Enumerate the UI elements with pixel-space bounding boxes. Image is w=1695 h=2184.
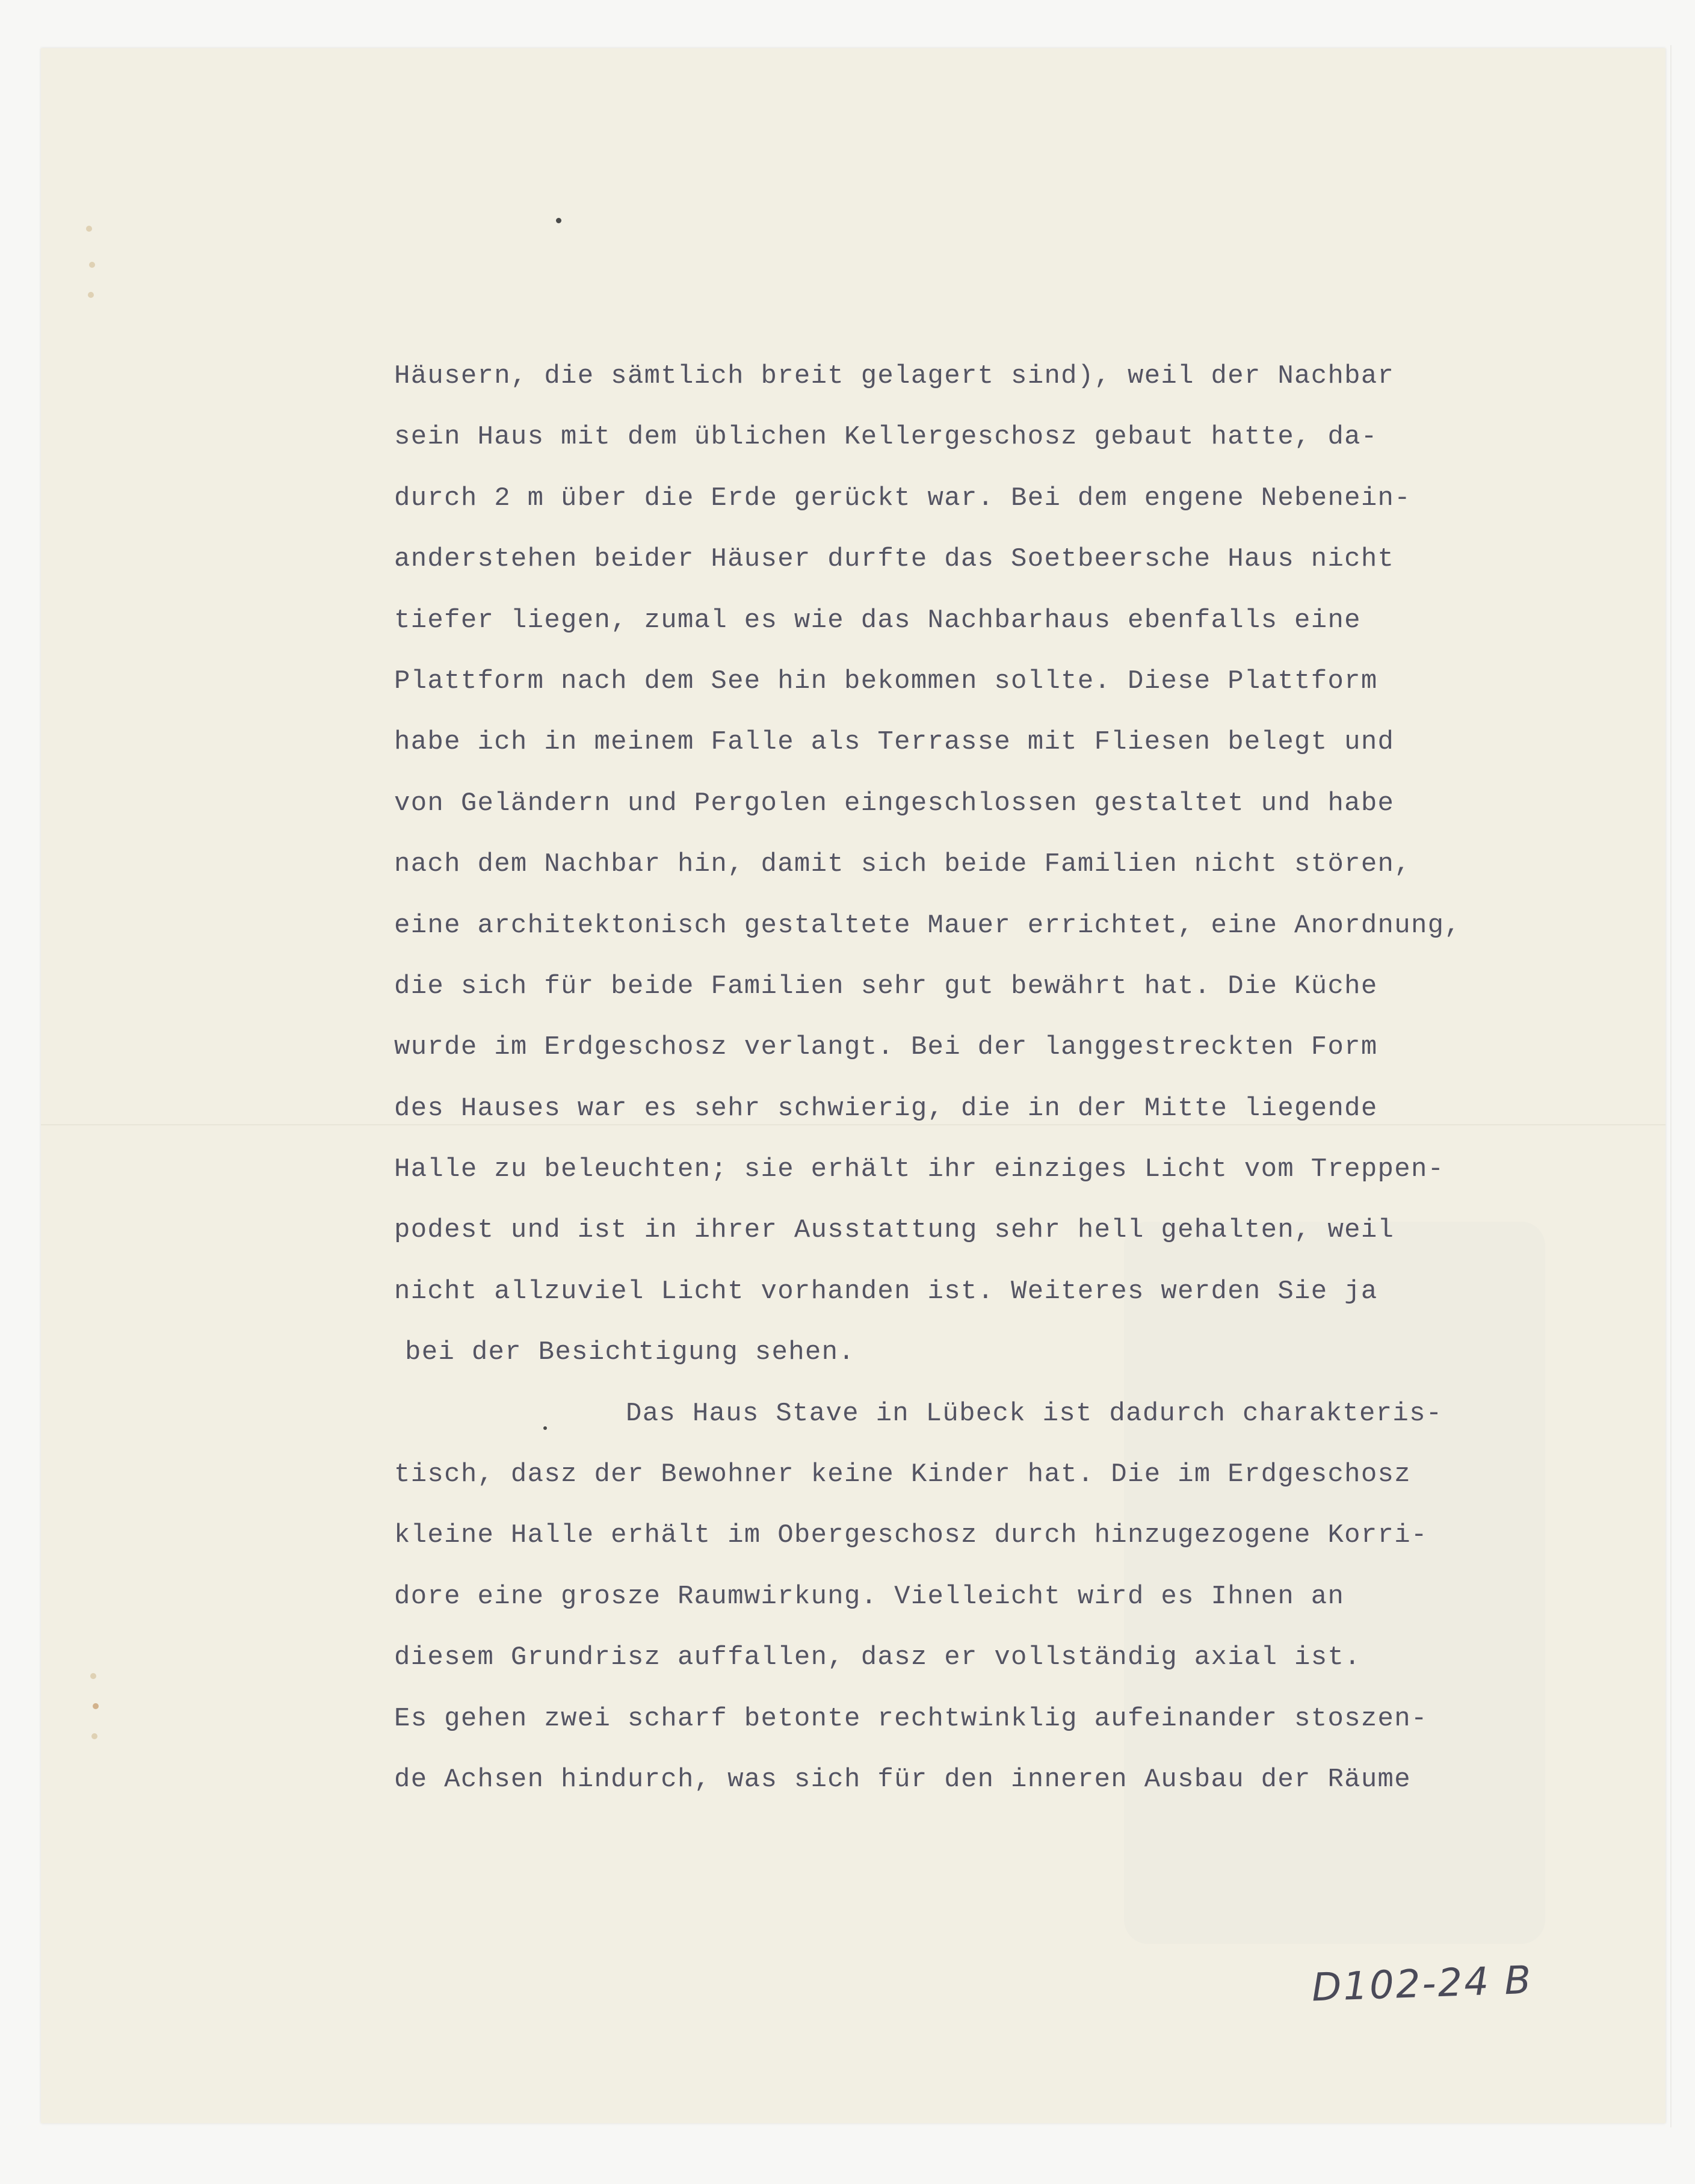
text-line: bei der Besichtigung sehen. <box>405 1337 856 1368</box>
text-line: des Hauses war es sehr schwierig, die in der Mitte liegende <box>394 1093 1378 1124</box>
paragraph-start-line: Das Haus Stave in Lübeck ist dadurch charakteris- <box>626 1398 1443 1429</box>
text-line: Häusern, die sämtlich breit gelagert sind), weil der Nachbar <box>394 361 1395 391</box>
margin-mark <box>90 1673 96 1679</box>
text-line: anderstehen beider Häuser durfte das Soetbeersche Haus nicht <box>394 544 1395 575</box>
text-line: tiefer liegen, zumal es wie das Nachbarhaus ebenfalls eine <box>394 605 1361 636</box>
margin-mark <box>89 262 95 268</box>
text-line: nach dem Nachbar hin, damit sich beide Familien nicht stören, <box>394 849 1411 880</box>
margin-mark <box>91 1733 97 1739</box>
text-line: von Geländern und Pergolen eingeschlossen gestaltet und habe <box>394 788 1395 818</box>
text-line: diesem Grundrisz auffallen, dasz er vollständig axial ist. <box>394 1642 1361 1673</box>
text-line: kleine Halle erhält im Obergeschosz durch hinzugezogene Korri- <box>394 1520 1428 1551</box>
text-line: Plattform nach dem See hin bekommen sollte. Diese Plattform <box>394 666 1378 696</box>
ink-speck <box>556 218 561 223</box>
margin-mark <box>86 226 92 232</box>
text-line: durch 2 m über die Erde gerückt war. Bei dem engene Nebenein- <box>394 483 1411 513</box>
document-body <box>394 346 1670 1810</box>
scan-edge <box>1670 45 1672 2127</box>
text-line: eine architektonisch gestaltete Mauer errichtet, eine Anordnung, <box>394 910 1462 941</box>
margin-mark <box>88 292 94 298</box>
text-line: tisch, dasz der Bewohner keine Kinder hat. Die im Erdgeschosz <box>394 1459 1411 1490</box>
margin-mark <box>93 1703 99 1709</box>
text-line: habe ich in meinem Falle als Terrasse mit Fliesen belegt und <box>394 727 1395 758</box>
text-line: dore eine grosze Raumwirkung. Vielleicht wird es Ihnen an <box>394 1581 1345 1612</box>
text-line: podest und ist in ihrer Ausstattung sehr hell gehalten, weil <box>394 1215 1395 1246</box>
text-line: de Achsen hindurch, was sich für den inneren Ausbau der Räume <box>394 1764 1411 1795</box>
text-line: nicht allzuviel Licht vorhanden ist. Weiteres werden Sie ja <box>394 1276 1378 1307</box>
text-line: wurde im Erdgeschosz verlangt. Bei der langgestreckten Form <box>394 1032 1378 1063</box>
text-line: die sich für beide Familien sehr gut bewährt hat. Die Küche <box>394 971 1378 1001</box>
text-line: Halle zu beleuchten; sie erhält ihr einziges Licht vom Treppen- <box>394 1154 1445 1185</box>
text-line: sein Haus mit dem üblichen Kellergeschosz gebaut hatte, da- <box>394 422 1378 453</box>
text-line: Es gehen zwei scharf betonte rechtwinklig aufeinander stoszen- <box>394 1703 1428 1734</box>
archive-reference-number: D102-24 B <box>1311 1958 1534 2011</box>
